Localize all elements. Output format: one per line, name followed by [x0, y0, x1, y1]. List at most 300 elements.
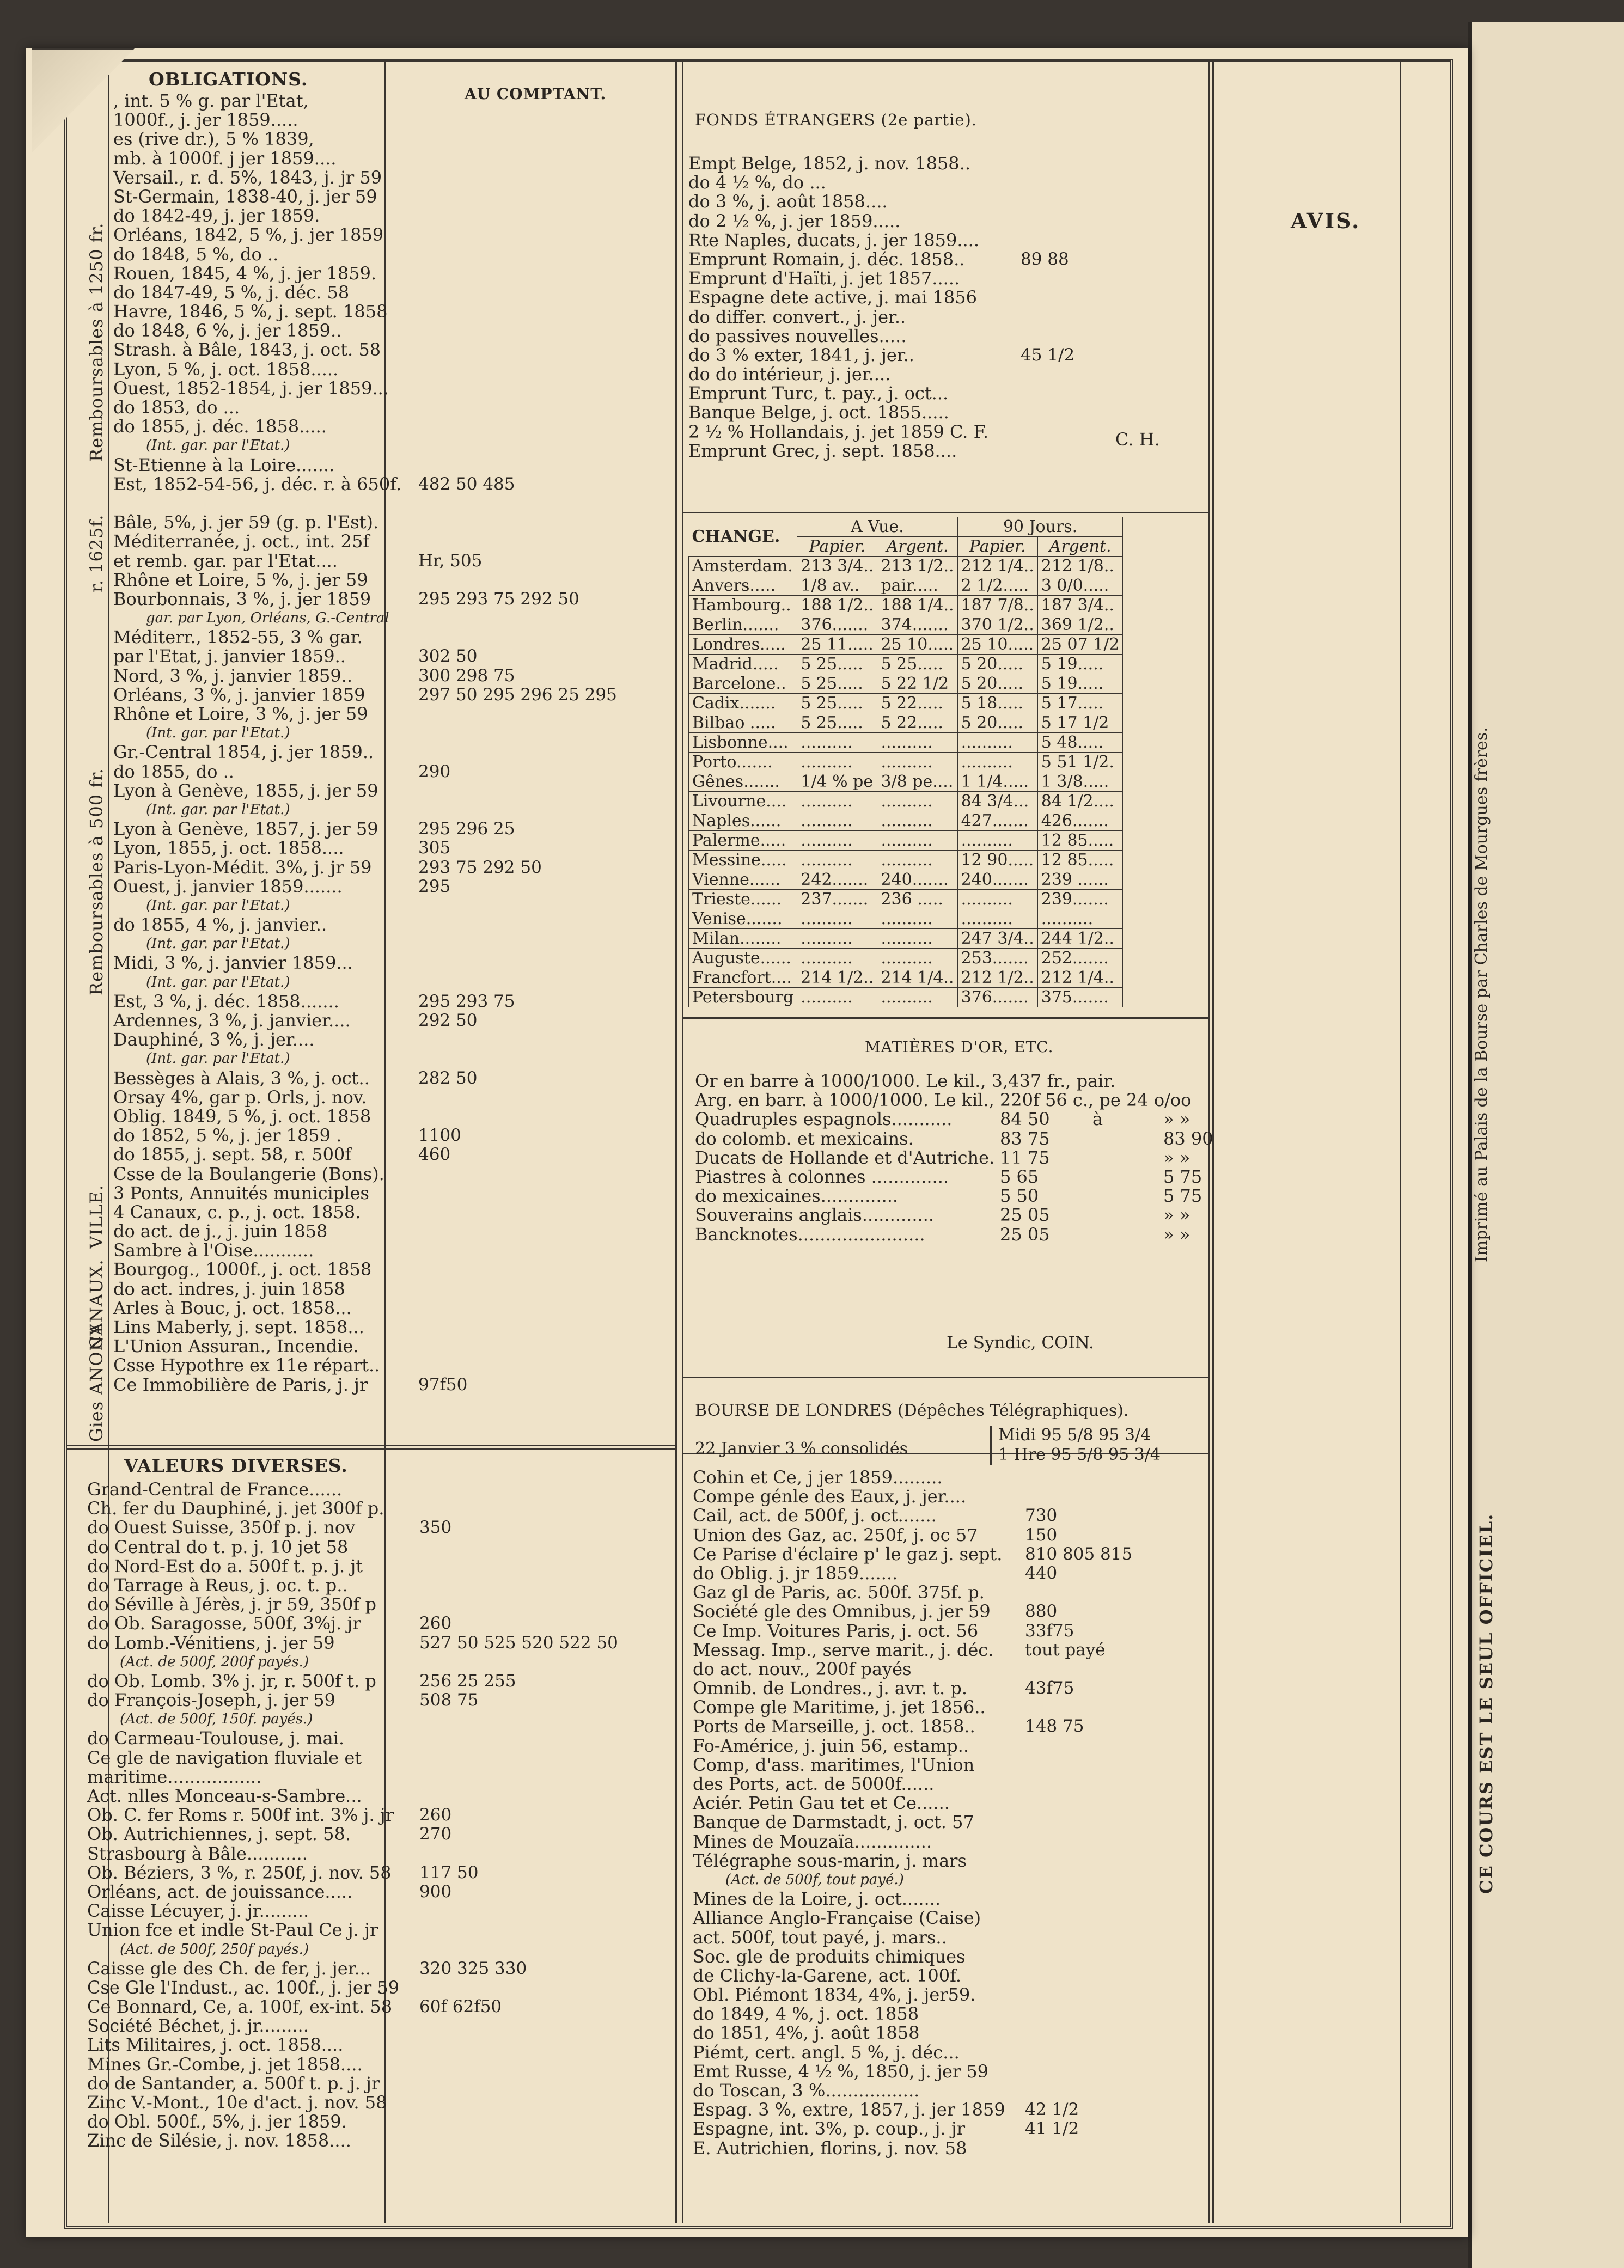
change-rate: 1 1/4.....: [957, 772, 1037, 792]
label-ville: VILLE.: [86, 1184, 107, 1249]
matiere-label: do colomb. et mexicains.: [695, 1128, 914, 1149]
change-rate: ..........: [877, 988, 957, 1007]
label-remboursables-500: Remboursables à 500 fr.: [86, 767, 107, 995]
row-value: 117 50: [419, 1862, 479, 1882]
row-label: Messag. Imp., serve marit., j. déc.: [693, 1639, 994, 1660]
table-row: [689, 753, 1123, 772]
row-label: Orléans, 1842, 5 %, j. jer 1859: [113, 224, 384, 246]
row-label: Paris-Lyon-Médit. 3%, j. jr 59: [113, 857, 372, 878]
table-row: [689, 694, 1123, 713]
row-value: 45 1/2: [1021, 345, 1075, 365]
row-label: Piémt, cert. angl. 5 %, j. déc...: [693, 2041, 960, 2063]
table-row: [693, 1909, 1303, 1928]
row-label: do 1855, do ..: [113, 761, 234, 782]
row-value: 302 50: [418, 646, 478, 667]
table-row: [693, 1679, 1303, 1698]
table-row: [688, 154, 1200, 173]
row-label: Versail., r. d. 5%, 1843, j. jr 59: [113, 167, 382, 188]
change-city: Lisbonne....: [689, 733, 797, 753]
row-label: Rhône et Loire, 3 %, j. jer 59: [113, 704, 368, 724]
row-label: Grand-Central de France......: [87, 1479, 343, 1500]
table-row: [113, 225, 669, 244]
change-rate: 12 90.....: [957, 851, 1037, 870]
row-label: Cail, act. de 500f, j. oct.......: [693, 1505, 937, 1526]
table-row: [693, 1602, 1303, 1621]
table-row: [689, 909, 1123, 929]
matieres-line-argent: Arg. en barr. à 1000/1000. Le kil., 220f 56 c., pe 24 o/oo: [695, 1090, 1192, 1111]
table-row: [688, 192, 1200, 211]
row-value: 810 805 815: [1025, 1544, 1133, 1564]
row-value: 148 75: [1025, 1716, 1084, 1737]
row-label: (Act. de 500f, 200f payés.): [120, 1653, 309, 1670]
row-label: Compe gle Maritime, j. jet 1856..: [693, 1697, 986, 1718]
row-label: do 1842-49, j. jer 1859.: [113, 205, 320, 227]
table-row: [113, 1011, 669, 1030]
table-row: [113, 475, 669, 494]
table-row: [113, 973, 669, 992]
matiere-value: 25 05: [1000, 1205, 1050, 1226]
table-row: [693, 1698, 1303, 1717]
row-label: (Int. gar. par l'Etat.): [146, 974, 290, 991]
table-row: [689, 811, 1123, 831]
row-label: Caisse Lécuyer, j. jr.........: [87, 1900, 309, 1922]
matiere-value: 5 65: [1000, 1166, 1039, 1187]
change-rate: 2 1/2.....: [957, 576, 1037, 596]
table-row: [689, 576, 1123, 596]
table-row: [87, 2074, 670, 2093]
row-label: Emprunt Turc, t. pay., j. oct...: [688, 383, 949, 404]
matiere-label: Bancknotes.......................: [695, 1224, 925, 1245]
row-value: 880: [1025, 1601, 1058, 1622]
row-label: do 1852, 5 %, j. jer 1859 .: [113, 1125, 342, 1146]
change-rate: 236 .....: [877, 890, 957, 909]
row-value: 482 50 485: [418, 474, 515, 494]
change-rate: 244 1/2..: [1037, 929, 1123, 949]
row-label: Rhône et Loire, 5 %, j. jer 59: [113, 569, 368, 590]
change-rate: 240.......: [957, 870, 1037, 890]
table-row: [693, 1928, 1303, 1947]
row-value: 300 298 75: [418, 665, 515, 686]
row-value: 282 50: [418, 1068, 478, 1088]
table-row: [87, 1729, 670, 1748]
row-label: Havre, 1846, 5 %, j. sept. 1858: [113, 301, 388, 322]
row-value: 60f 62f50: [419, 1997, 502, 2017]
table-row: [113, 839, 669, 858]
fonds-list: [688, 154, 1200, 461]
change-rate: 5 25.....: [797, 674, 877, 694]
change-rate: ..........: [877, 851, 957, 870]
row-label: Lins Maberly, j. sept. 1858...: [113, 1317, 364, 1337]
change-rate: 12 85.....: [1037, 851, 1123, 870]
matieres-section: [695, 1071, 1213, 1245]
table-row: [113, 686, 669, 705]
table-row: [113, 743, 669, 762]
matiere-value: » »: [1163, 1224, 1190, 1245]
row-label: Dauphiné, 3 %, j. jer....: [113, 1029, 315, 1050]
table-row: [87, 1921, 670, 1940]
table-row: [113, 647, 669, 666]
row-label: es (rive dr.), 5 % 1839,: [113, 129, 314, 150]
row-label: Ardennes, 3 %, j. janvier....: [113, 1010, 351, 1031]
change-header-argent-90: Argent.: [1037, 537, 1123, 557]
table-row: [688, 231, 1200, 250]
change-rate: ..........: [877, 949, 957, 968]
table-row: [689, 929, 1123, 949]
row-label: Rte Naples, ducats, j. jer 1859....: [688, 229, 979, 250]
row-label: Ouest, j. janvier 1859.......: [113, 876, 343, 897]
change-city: Porto.......: [689, 753, 797, 772]
valeurs-list: [87, 1480, 670, 2151]
row-label: (Act. de 500f, 250f payés.): [120, 1941, 309, 1958]
row-value: 260: [419, 1613, 452, 1634]
matieres-list: [695, 1109, 1213, 1245]
change-city: Barcelone..: [689, 674, 797, 694]
table-row: [87, 1518, 670, 1537]
table-row: [113, 1260, 669, 1279]
row-value: 460: [418, 1145, 451, 1165]
row-label: Strash. à Bâle, 1843, j. oct. 58: [113, 339, 381, 360]
table-row: [87, 2112, 670, 2131]
row-label: Ports de Marseille, j. oct. 1858..: [693, 1716, 975, 1737]
table-row: [693, 2043, 1303, 2062]
change-rate: ..........: [957, 909, 1037, 929]
change-rate: 253.......: [957, 949, 1037, 968]
row-label: Espagne, int. 3%, p. coup., j. jr: [693, 2118, 965, 2139]
row-label: do Toscan, 3 %.................: [693, 2080, 920, 2101]
change-rate: ..........: [877, 753, 957, 772]
table-row: [87, 1825, 670, 1844]
change-city: Venise.......: [689, 909, 797, 929]
change-rate: 5 20.....: [957, 655, 1037, 674]
table-row: [689, 557, 1123, 576]
change-city: Livourne....: [689, 792, 797, 811]
row-label: do 2 ½ %, j. jer 1859.....: [688, 210, 901, 231]
change-header-papier-90: Papier.: [957, 537, 1037, 557]
row-label: Emprunt Romain, j. déc. 1858..: [688, 248, 965, 270]
row-value: 305: [418, 838, 451, 858]
change-section: [688, 517, 1123, 1007]
table-row: [87, 1557, 670, 1576]
table-row: [113, 436, 669, 455]
table-row: [113, 896, 669, 915]
row-label: Csse de la Boulangerie (Bons).: [113, 1163, 384, 1184]
table-row: [87, 1672, 670, 1691]
row-label: Banque Belge, j. oct. 1855.....: [688, 402, 949, 423]
change-rate: 25 10.....: [957, 635, 1037, 655]
row-label: do Lomb.-Vénitiens, j. jer 59: [87, 1632, 335, 1653]
londres-midi: Midi 95 5/8 95 3/4: [998, 1426, 1151, 1445]
row-label: St-Etienne à la Loire.......: [113, 454, 335, 475]
table-row: [113, 91, 669, 111]
row-label: Empt Belge, 1852, j. nov. 1858..: [688, 153, 970, 174]
table-row: [87, 1653, 670, 1672]
matiere-label: Quadruples espagnols...........: [695, 1109, 953, 1130]
change-rate: 187 7/8..: [957, 596, 1037, 615]
row-label: Fo-Américe, j. juin 56, estamp..: [693, 1735, 969, 1756]
row-label: Union fce et indle St-Paul Ce j. jr: [87, 1919, 378, 1941]
table-row: [113, 321, 669, 340]
change-rate: ..........: [797, 753, 877, 772]
obligations-list: [113, 91, 669, 1395]
row-label: Société Béchet, j. jr.........: [87, 2015, 309, 2037]
table-row: [113, 992, 669, 1011]
document-page: [26, 48, 1497, 2237]
row-label: Bâle, 5%, j. jer 59 (g. p. l'Est).: [113, 512, 379, 533]
change-rate: 212 1/4..: [1037, 968, 1123, 988]
row-label: 1000f., j. jer 1859.....: [113, 109, 298, 131]
change-rate: ..........: [797, 831, 877, 851]
row-label: (Act. de 500f, tout payé.): [725, 1871, 904, 1888]
table-row: [113, 149, 669, 168]
matiere-label: Ducats de Hollande et d'Autriche.: [695, 1147, 995, 1168]
change-header-argent-vue: Argent.: [877, 537, 957, 557]
row-label: Orléans, 3 %, j. janvier 1859: [113, 684, 365, 705]
table-row: [689, 949, 1123, 968]
row-label: Arles à Bouc, j. oct. 1858...: [113, 1297, 352, 1318]
table-row: [693, 1756, 1303, 1775]
table-row: [688, 384, 1200, 403]
row-label: Bourbonnais, 3 %, j. jer 1859: [113, 588, 371, 609]
change-rate: 240.......: [877, 870, 957, 890]
row-value: 297 50 295 296 25 295: [418, 684, 617, 705]
row-label: do Carmeau-Toulouse, j. mai.: [87, 1728, 345, 1749]
change-rate: ..........: [957, 753, 1037, 772]
row-label: Ouest, 1852-1854, j. jer 1859...: [113, 377, 389, 399]
change-rate: 84 1/2....: [1037, 792, 1123, 811]
table-row: [87, 1863, 670, 1882]
table-row: [689, 792, 1123, 811]
row-label: maritime.................: [87, 1766, 262, 1787]
change-rate: 214 1/4..: [877, 968, 957, 988]
change-rate: 212 1/2..: [957, 968, 1037, 988]
table-row: [693, 1813, 1303, 1832]
table-row: [87, 1480, 670, 1499]
rule-valeurs-top: [67, 1445, 675, 1446]
change-rate: 188 1/2..: [797, 596, 877, 615]
row-label: do Séville à Jérès, j. jr 59, 350f p: [87, 1594, 376, 1615]
row-value: 260: [419, 1805, 452, 1825]
row-label: Emprunt Grec, j. sept. 1858....: [688, 440, 957, 461]
change-rate: 188 1/4..: [877, 596, 957, 615]
row-label: Ob. C. fer Roms r. 500f int. 3% j. jr: [87, 1805, 394, 1826]
obligations-title: OBLIGATIONS.: [149, 69, 308, 90]
row-value: 730: [1025, 1506, 1058, 1526]
row-label: Act. nlles Monceau-s-Sambre...: [87, 1786, 362, 1806]
row-value: 33f75: [1025, 1621, 1074, 1641]
row-value: 295 293 75 292 50: [418, 589, 579, 609]
table-row: [689, 851, 1123, 870]
table-row: [693, 1985, 1303, 2004]
change-rate: ..........: [797, 909, 877, 929]
row-label: do 1847-49, 5 %, j. déc. 58: [113, 282, 350, 303]
row-label: do act. nouv., 200f payés: [693, 1658, 912, 1679]
change-city: Petersbourg: [689, 988, 797, 1007]
row-label: (Int. gar. par l'Etat.): [146, 725, 290, 742]
matiere-value: 5 75: [1163, 1166, 1202, 1187]
row-label: Ce Immobilière de Paris, j. jr: [113, 1374, 368, 1395]
table-row: [695, 1206, 1201, 1225]
table-row: [113, 513, 669, 532]
rule-center-left: [675, 59, 677, 2223]
row-label: do Ob. Lomb. 3% j. jr, r. 500f t. p: [87, 1670, 376, 1691]
table-row: [113, 820, 669, 839]
table-row: [113, 667, 669, 686]
table-row: [113, 1165, 669, 1184]
row-label: de Clichy-la-Garene, act. 100f.: [693, 1965, 962, 1986]
table-row: [87, 2131, 670, 2150]
change-rate: 5 20.....: [957, 713, 1037, 733]
table-row: [693, 2100, 1303, 2119]
table-row: [87, 1940, 670, 1959]
row-label: Aciér. Petin Gau tet et Ce......: [693, 1793, 950, 1814]
change-rate: 237.......: [797, 890, 877, 909]
row-label: Strasbourg à Bâle...........: [87, 1843, 308, 1864]
table-row: [113, 705, 669, 724]
table-row: [688, 288, 1200, 307]
table-row: [113, 264, 669, 283]
change-city: Vienne......: [689, 870, 797, 890]
row-label: Est, 3 %, j. déc. 1858.......: [113, 991, 339, 1012]
change-rate: ..........: [797, 851, 877, 870]
table-row: [693, 1794, 1303, 1813]
table-row: [113, 1049, 669, 1068]
rule-change-top: [682, 512, 1208, 513]
row-label: L'Union Assuran., Incendie.: [113, 1336, 359, 1357]
change-rate: 5 19.....: [1037, 674, 1123, 694]
change-city: Francfort....: [689, 968, 797, 988]
row-value: 295 293 75: [418, 991, 515, 1011]
row-value: 97f50: [418, 1374, 468, 1395]
row-value: 350: [419, 1518, 452, 1538]
change-rate: 1 3/8.....: [1037, 772, 1123, 792]
table-row: [113, 1069, 669, 1088]
row-label: Emprunt d'Haïti, j. jet 1857.....: [688, 268, 960, 289]
change-rate: 370 1/2..: [957, 615, 1037, 635]
change-rate: ..........: [957, 890, 1037, 909]
change-rate: ..........: [957, 733, 1037, 753]
label-cies-anony: Gies ANONY: [86, 1323, 107, 1442]
table-row: [688, 403, 1200, 422]
row-label: do Nord-Est do a. 500f t. p. j. jt: [87, 1555, 363, 1576]
row-label: Banque de Darmstadt, j. oct. 57: [693, 1812, 974, 1833]
divers2-list: [693, 1468, 1303, 2158]
table-row: [689, 713, 1123, 733]
table-row: [113, 724, 669, 743]
table-row: [113, 915, 669, 934]
change-rate: 1/8 av..: [797, 576, 877, 596]
row-label: Orsay 4%, gar p. Orls, j. nov.: [113, 1086, 367, 1108]
table-row: [87, 1844, 670, 1863]
officiel-note: CE COURS EST LE SEUL OFFICIEL.: [1476, 1513, 1497, 1894]
change-rate: 187 3/4..: [1037, 596, 1123, 615]
row-value: 270: [419, 1824, 452, 1844]
change-rate: 427.......: [957, 811, 1037, 831]
row-label: Méditerr., 1852-55, 3 % gar.: [113, 627, 363, 648]
row-label: Mines de la Loire, j. oct.......: [693, 1888, 941, 1910]
change-rate: pair.....: [877, 576, 957, 596]
table-row: [87, 1997, 670, 2016]
change-90-jours: 90 Jours.: [957, 517, 1123, 537]
londres-consolides: 22 Janvier 3 % consolidés: [695, 1439, 908, 1458]
change-city: Naples......: [689, 811, 797, 831]
change-rate: 212 1/4..: [957, 557, 1037, 576]
row-label: Société gle des Omnibus, j. jer 59: [693, 1601, 991, 1622]
table-row: [693, 2062, 1303, 2081]
valeurs-title: VALEURS DIVERSES.: [124, 1455, 348, 1476]
change-rate: 5 17 1/2: [1037, 713, 1123, 733]
row-label: do differ. convert., j. jer..: [688, 306, 906, 327]
change-rate: 12 85.....: [1037, 831, 1123, 851]
change-rate: ..........: [877, 929, 957, 949]
row-value: 150: [1025, 1525, 1058, 1545]
row-label: do 3 % exter, 1841, j. jer..: [688, 344, 914, 365]
row-value: tout payé: [1025, 1640, 1106, 1660]
table-row: [87, 1882, 670, 1902]
table-row: [689, 655, 1123, 674]
change-rate: 239.......: [1037, 890, 1123, 909]
change-rate: 25 10.....: [877, 635, 957, 655]
table-row: [695, 1187, 1201, 1206]
table-row: [693, 1717, 1303, 1736]
row-label: Ce Imp. Voitures Paris, j. oct. 56: [693, 1620, 979, 1641]
change-rate: 5 25.....: [877, 655, 957, 674]
table-row: [87, 1749, 670, 1768]
table-row: [113, 1241, 669, 1260]
row-label: Sambre à l'Oise...........: [113, 1240, 314, 1261]
row-label: Ce gle de navigation fluviale et: [87, 1747, 362, 1768]
table-row: [113, 206, 669, 225]
londres-quotes: [990, 1426, 1161, 1465]
change-city: Cadix.......: [689, 694, 797, 713]
table-row: [689, 635, 1123, 655]
change-city: Madrid.....: [689, 655, 797, 674]
row-label: Oblig. 1849, 5 %, j. oct. 1858: [113, 1105, 371, 1127]
table-row: [693, 1832, 1303, 1851]
row-label: Zinc de Silésie, j. nov. 1858....: [87, 2130, 351, 2151]
row-value: 293 75 292 50: [418, 857, 542, 877]
change-city: Auguste......: [689, 949, 797, 968]
table-row: [87, 1710, 670, 1729]
matiere-value: 83 75: [1000, 1128, 1050, 1149]
row-label: Ob. Béziers, 3 %, r. 250f, j. nov. 58: [87, 1862, 392, 1883]
change-rate: 242.......: [797, 870, 877, 890]
row-label: Ob. Autrichiennes, j. sept. 58.: [87, 1824, 351, 1845]
table-row: [693, 1851, 1303, 1870]
table-row: [113, 877, 669, 896]
table-row: [695, 1148, 1201, 1167]
row-label: Espag. 3 %, extre, 1857, j. jer 1859: [693, 2099, 1005, 2120]
row-label: Ce Parise d'éclaire p' le gaz j. sept.: [693, 1543, 1003, 1564]
row-label: do do intérieur, j. jer....: [688, 364, 891, 385]
table-row: [113, 245, 669, 264]
row-value: 508 75: [419, 1690, 479, 1710]
change-rate: ..........: [797, 929, 877, 949]
table-row: [113, 1088, 669, 1107]
table-row: [113, 800, 669, 820]
table-row: [688, 346, 1200, 365]
table-row: [113, 1184, 669, 1203]
change-rate: 5 25.....: [797, 655, 877, 674]
row-value: 41 1/2: [1025, 2119, 1079, 2139]
row-label: Zinc V.-Mont., 10e d'act. j. nov. 58: [87, 2092, 387, 2113]
row-value: 42 1/2: [1025, 2100, 1079, 2120]
row-value: 256 25 255: [419, 1671, 516, 1691]
change-rate: 212 1/8..: [1037, 557, 1123, 576]
table-row: [688, 308, 1200, 327]
row-label: Ch. fer du Dauphiné, j. jet 300f p.: [87, 1498, 384, 1519]
label-remboursables-1250: Remboursables à 1250 fr.: [86, 222, 107, 462]
row-label: Lits Militaires, j. oct. 1858....: [87, 2034, 344, 2056]
